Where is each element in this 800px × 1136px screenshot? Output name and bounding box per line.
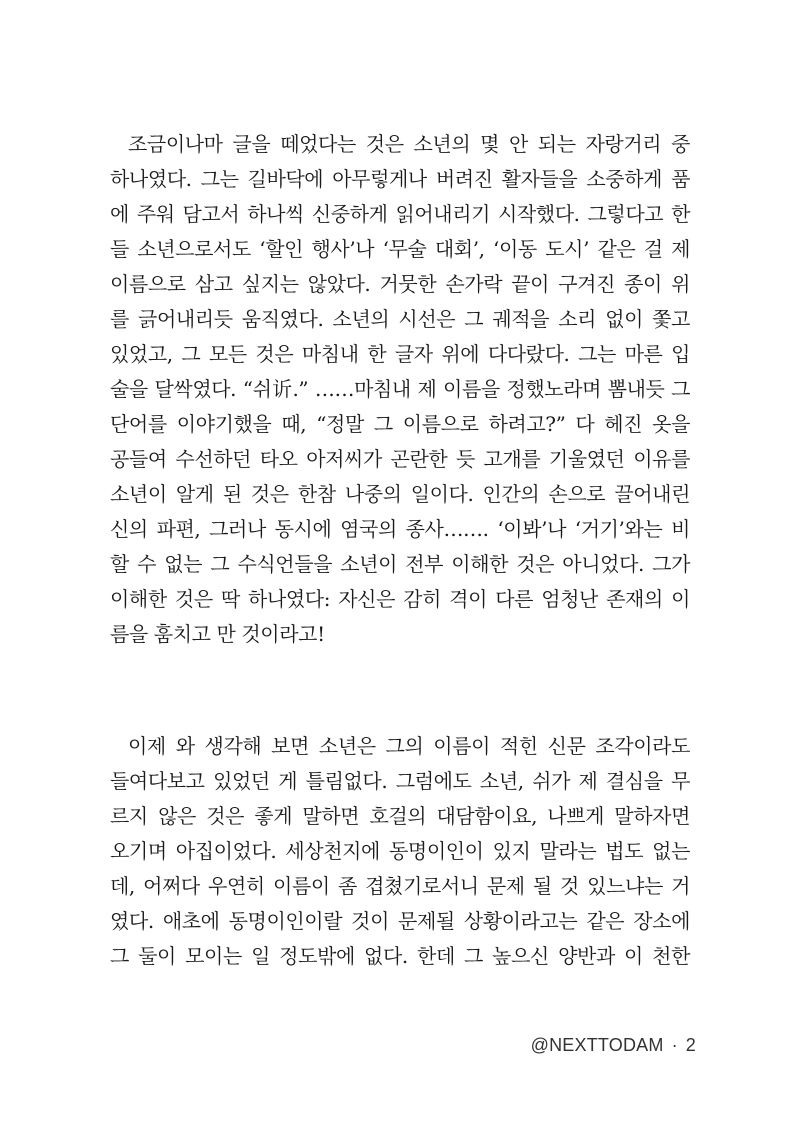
text-line: 였다. 애초에 동명이인이랄 것이 문제될 상황이라고는 같은 장소에	[110, 909, 690, 933]
text-line: 조금이나마 글을 떼었다는 것은 소년의 몇 안 되는 자랑거리 중	[128, 132, 690, 156]
text-line: 소년이 알게 된 것은 한참 나중의 일이다. 인간의 손으로 끌어내린	[110, 482, 690, 506]
text-line: 할 수 없는 그 수식언들을 소년이 전부 이해한 것은 아니었다. 그가	[110, 552, 690, 576]
text-line: 르지 않은 것은 좋게 말하면 호걸의 대담함이요, 나쁘게 말하자면	[110, 804, 690, 828]
text-line: 있었고, 그 모든 것은 마침내 한 글자 위에 다다랐다. 그는 마른 입	[110, 342, 690, 366]
footer-separator: ·	[671, 1035, 678, 1055]
text-line: 들여다보고 있었던 게 틀림없다. 그럼에도 소년, 쉬가 제 결심을 무	[110, 769, 690, 793]
paragraph-1	[110, 127, 690, 652]
text-line: 신의 파편, 그러나 동시에 염국의 종사……. ‘이봐’나 ‘거기’와는 비	[110, 517, 690, 541]
text-line: 이제 와 생각해 보면 소년은 그의 이름이 적힌 신문 조각이라도	[128, 734, 690, 758]
page-footer	[531, 1035, 696, 1056]
text-line: 그 둘이 모이는 일 정도밖에 없다. 한데 그 높으신 양반과 이 천한	[110, 944, 690, 968]
page-number: 2	[685, 1035, 696, 1055]
text-line: 데, 어쩌다 우연히 이름이 좀 겹쳤기로서니 문제 될 것 있느냐는 거	[110, 874, 690, 898]
text-line: 이름으로 삼고 싶지는 않았다. 거뭇한 손가락 끝이 구겨진 종이 위	[110, 272, 690, 296]
text-line: 이해한 것은 딱 하나였다: 자신은 감히 격이 다른 엄청난 존재의 이	[110, 587, 690, 611]
text-line: 오기며 아집이었다. 세상천지에 동명이인이 있지 말라는 법도 없는	[110, 839, 690, 863]
text-line: 들 소년으로서도 ‘할인 행사’나 ‘무술 대회’, ‘이동 도시’ 같은 걸 제	[110, 237, 690, 261]
text-line: 를 긁어내리듯 움직였다. 소년의 시선은 그 궤적을 소리 없이 쫓고	[110, 307, 690, 331]
text-line: 술을 달싹였다. “쉬䜣.” ……마침내 제 이름을 정했노라며 뽐내듯 그	[110, 377, 690, 401]
paragraph-2	[110, 729, 690, 974]
text-line: 단어를 이야기했을 때, “정말 그 이름으로 하려고?” 다 헤진 옷을	[110, 412, 690, 436]
footer-handle: @NEXTTODAM	[530, 1035, 664, 1055]
text-line: 하나였다. 그는 길바닥에 아무렇게나 버려진 활자들을 소중하게 품	[110, 167, 690, 191]
text-line: 공들여 수선하던 타오 아저씨가 곤란한 듯 고개를 기울였던 이유를	[110, 447, 690, 471]
text-line-last: 름을 훔치고 만 것이라고!	[110, 622, 325, 646]
text-line: 에 주워 담고서 하나씩 신중하게 읽어내리기 시작했다. 그렇다고 한	[110, 202, 690, 226]
